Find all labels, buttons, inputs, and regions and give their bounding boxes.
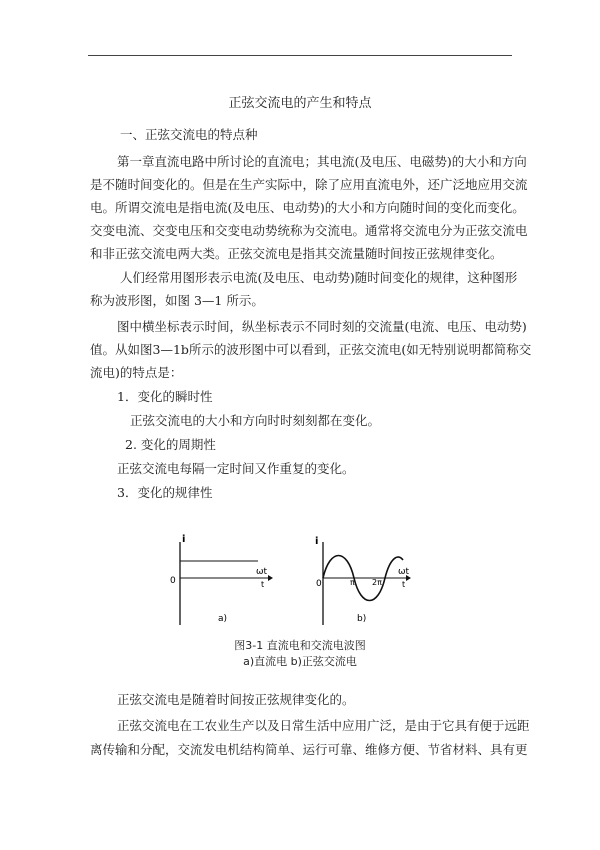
figure-caption: 图3-1 直流电和交流电波图 xyxy=(234,639,366,652)
ac-label-t: t xyxy=(402,580,406,589)
ac-label-pi: π xyxy=(350,578,355,587)
ac-label-2pi: 2π xyxy=(372,578,382,587)
paragraph-1-line-4: 交变电流、交变电压和交变电动势统称为交流电。通常将交流电分为正弦交流电 xyxy=(90,223,528,238)
ac-sub-label: b) xyxy=(357,614,367,624)
paragraph-2-line-2: 称为波形图，如图 3—1 所示。 xyxy=(90,293,264,308)
paragraph-3-line-1: 图中横坐标表示时间，纵坐标表示不同时刻的交流量(电流、电压、电动势) xyxy=(117,319,527,334)
dc-label-wt: ωt xyxy=(256,567,268,577)
ac-label-origin: 0 xyxy=(316,579,322,589)
paragraph-1-line-1: 第一章直流电路中所讨论的直流电；其电流(及电压、电磁势)的大小和方向 xyxy=(117,154,527,169)
ac-label-wt: ωt xyxy=(398,567,410,577)
paragraph-3-line-2: 值。从如图3—1b所示的波形图中可以看到，正弦交流电(如无特别说明都简称交 xyxy=(90,342,532,357)
item-3-heading: 3．变化的规律性 xyxy=(117,485,213,500)
paragraph-1-line-5: 和非正弦交流电两大类。正弦交流电是指其交流量随时间按正弦规律变化。 xyxy=(90,246,503,261)
paragraph-1-line-2: 是不随时间变化的。但是在生产实际中，除了应用直流电外，还广泛地应用交流 xyxy=(90,177,528,192)
item-1-heading: 1．变化的瞬时性 xyxy=(117,389,213,404)
dc-label-i: i xyxy=(182,534,186,545)
dc-x-arrow xyxy=(268,575,273,581)
dc-label-t: t xyxy=(261,580,265,589)
paragraph-5-line-2: 离传输和分配，交流发电机结构简单、运行可靠、维修方便、节省材料、具有更 xyxy=(90,742,528,757)
ac-label-i: i xyxy=(315,536,319,547)
dc-sub-label: a) xyxy=(218,614,228,624)
page-title: 正弦交流电的产生和特点 xyxy=(228,96,372,111)
paragraph-2-line-1: 人们经常用图形表示电流(及电压、电动势)随时间变化的规律，这种图形 xyxy=(120,270,518,285)
paragraph-5-line-1: 正弦交流电在工农业生产以及日常生活中应用广泛，是由于它具有便于远距 xyxy=(117,718,530,733)
dc-label-origin: 0 xyxy=(170,576,176,586)
item-1-text: 正弦交流电的大小和方向时时刻刻都在变化。 xyxy=(130,413,381,428)
item-2-text: 正弦交流电每隔一定时间又作重复的变化。 xyxy=(117,461,355,476)
item-2-heading: 2. 变化的周期性 xyxy=(125,437,216,452)
figure-subcaption: a)直流电 b)正弦交流电 xyxy=(243,655,357,668)
header-rule xyxy=(88,55,512,56)
paragraph-1-line-3: 电。所谓交流电是指电流(及电压、电动势)的大小和方向随时间的变化而变化。 xyxy=(90,200,525,215)
section-heading: 一、正弦交流电的特点种 xyxy=(120,127,258,142)
paragraph-3-line-3: 流电)的特点是： xyxy=(90,365,183,380)
paragraph-4: 正弦交流电是随着时间按正弦规律变化的。 xyxy=(117,692,355,707)
